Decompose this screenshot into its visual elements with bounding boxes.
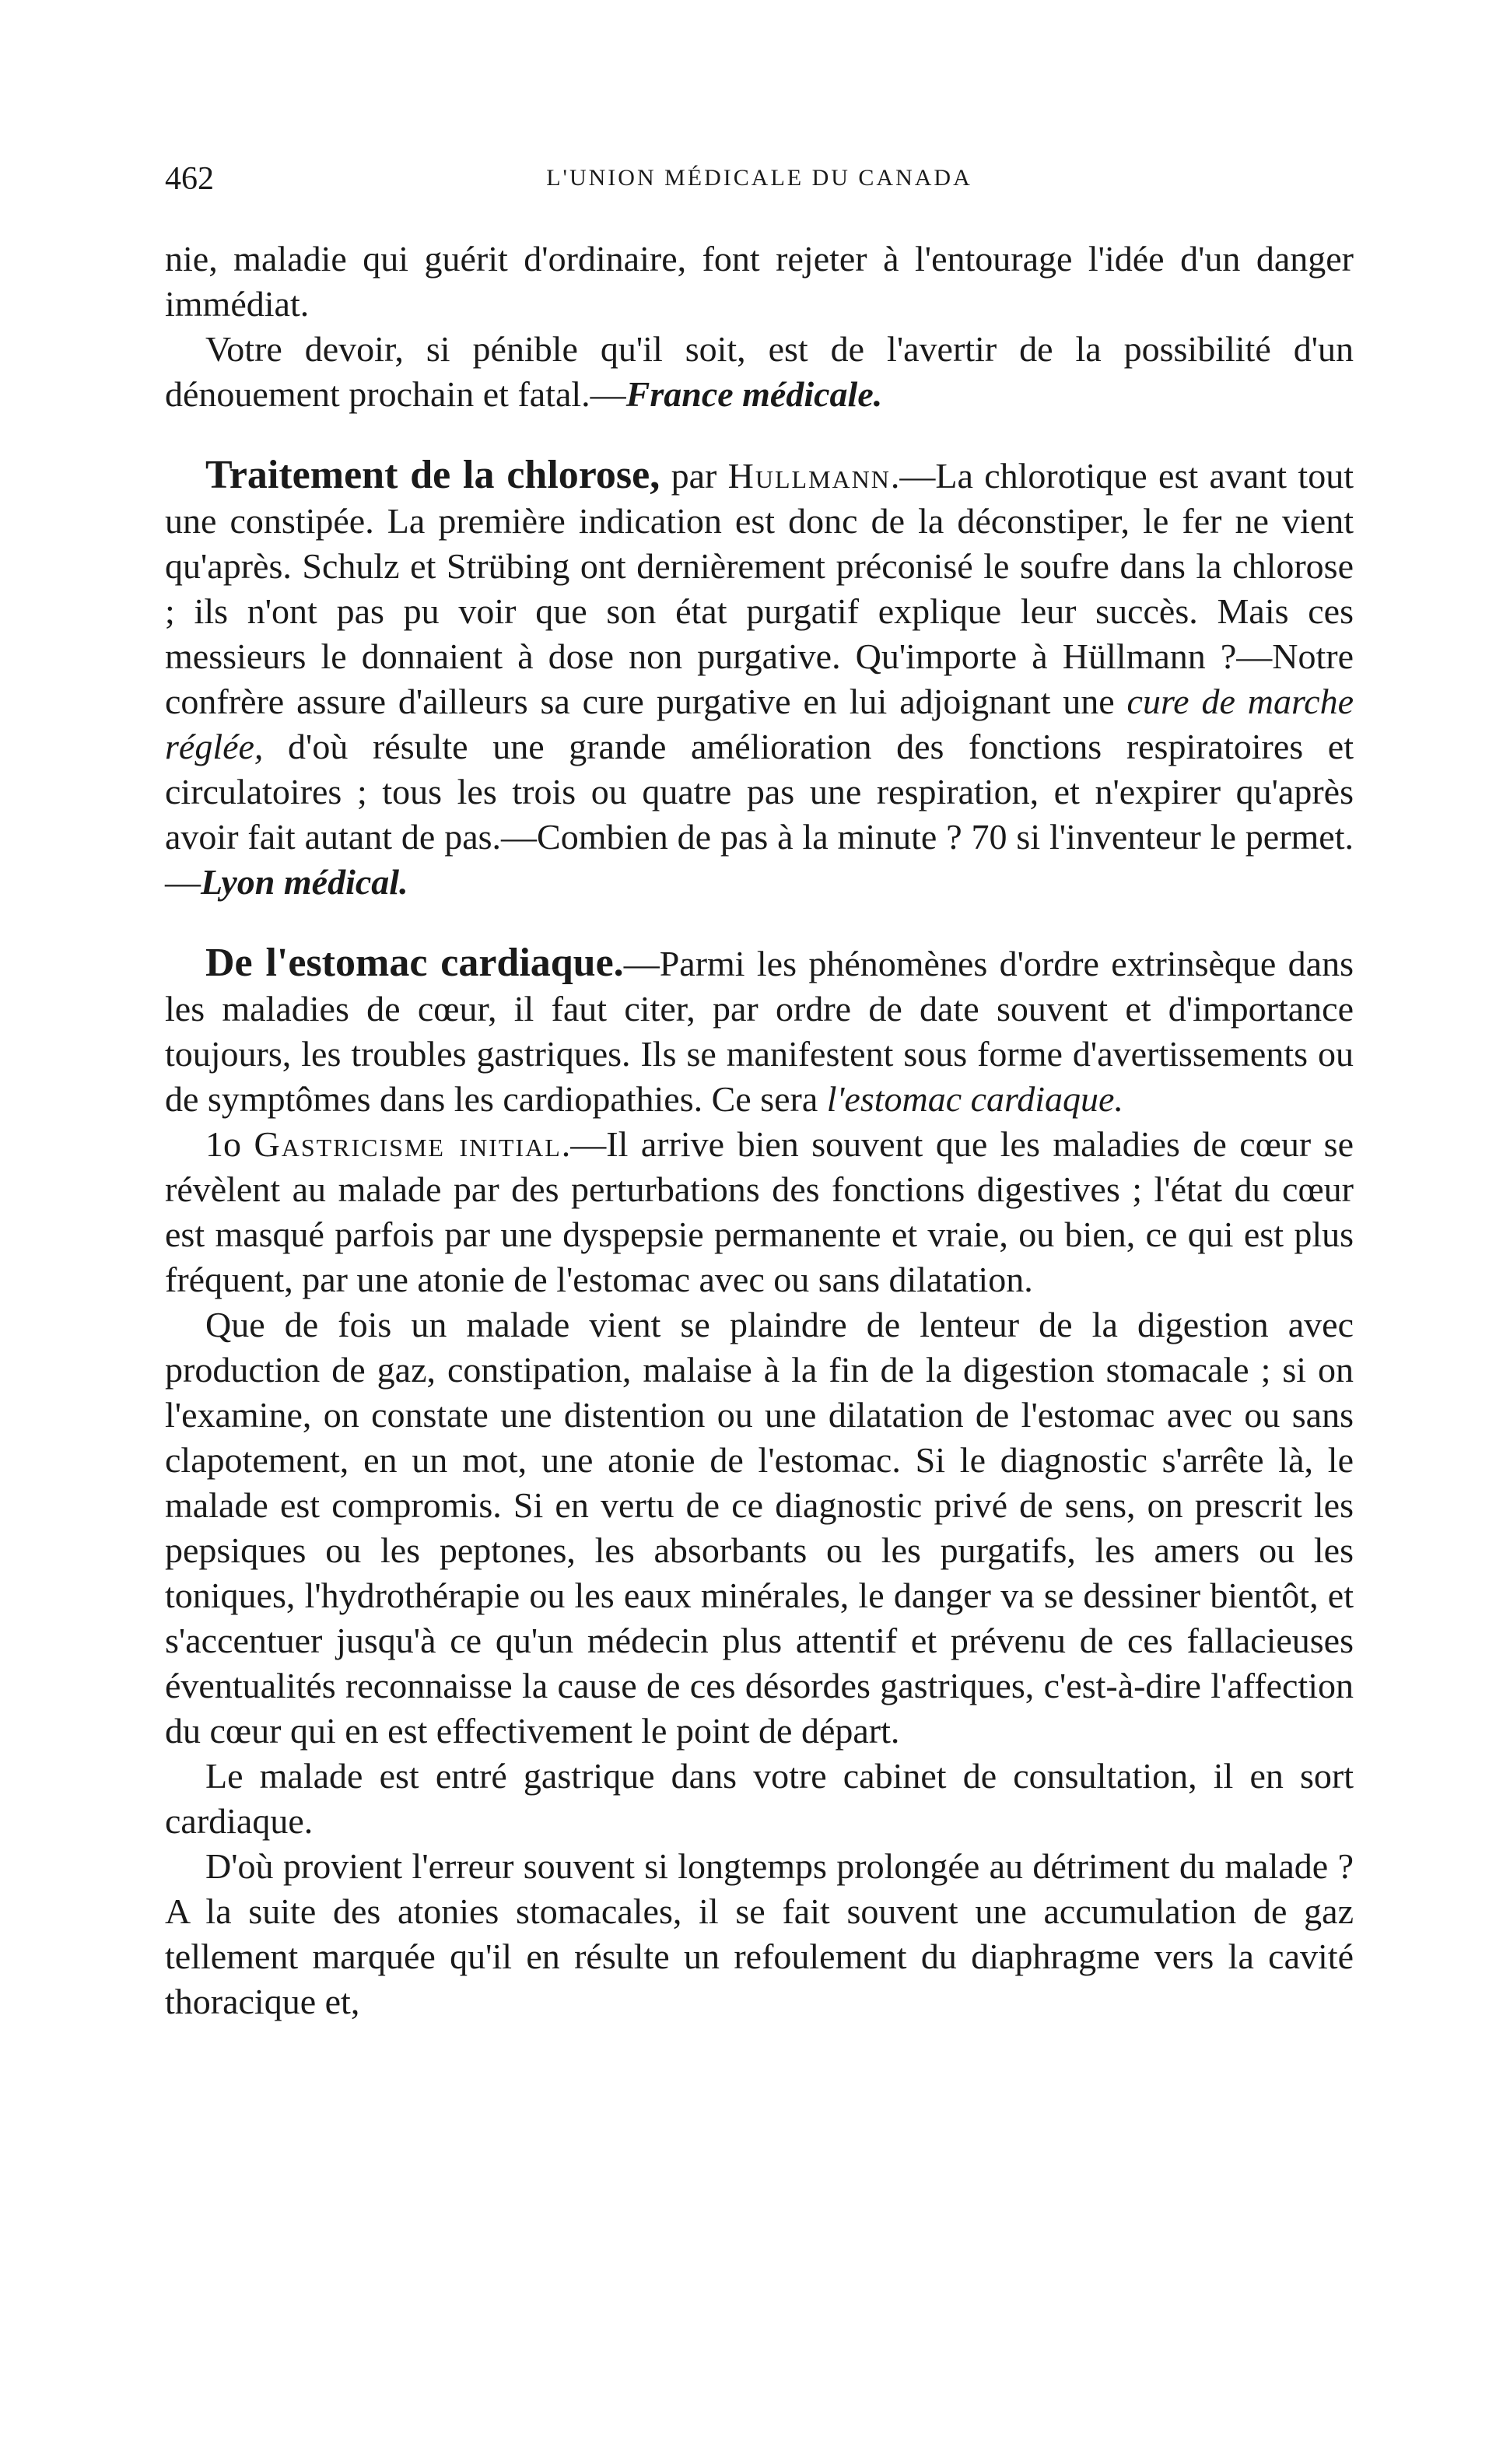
article-text: .—La chlorotique est avant tout une constipée. La première indication est donc de la déconstiper, le fer ne vient qu'après. Schulz et Strübing ont dernièrement préconisé le soufre dans la chlorose ; ils n'ont pas pu voir que son état purgatif explique leur succès. Mais ces messieurs le donnaient à dose non purgative. Qu'importe à Hüllmann ?—Notre confrère assure d'ailleurs sa cure purgative en lui adjoignant une	[165, 456, 1354, 721]
page	[165, 160, 1354, 2024]
running-head	[165, 160, 1354, 207]
source-citation: Lyon médical.	[201, 862, 408, 902]
author-name: Hullmann	[727, 456, 891, 496]
italic-phrase: l'estomac cardiaque.	[826, 1079, 1123, 1119]
page-number: 462	[165, 161, 214, 197]
journal-title: L'UNION MÉDICALE DU CANADA	[546, 165, 972, 191]
article-heading: De l'estomac cardiaque.	[205, 941, 624, 985]
article-intro-text: —Parmi les phénomènes d'ordre extrinsèque dans les maladies de cœur, il faut citer, par ordre de date souvent et d'importance toujours, les troubles gastriques. Ils se manifestent sous forme d'avertissements ou de symptômes dans les cardiopathies. Ce sera	[165, 944, 1354, 1119]
source-citation: France médicale.	[625, 374, 883, 414]
paragraph: Le malade est entré gastrique dans votre cabinet de consultation, il en sort cardiaque.	[165, 1756, 1354, 1841]
paragraph: Que de fois un malade vient se plaindre de lenteur de la digestion avec production de gaz, constipation, malaise à la fin de la digestion stomacale ; si on l'examine, on constate une distention ou une dilatation de l'estomac avec ou sans clapotement, en un mot, une atonie de l'estomac. Si le diagnostic s'arrête là, le malade est compromis. Si en vertu de ce diagnostic privé de sens, on prescrit les pepsiques ou les peptones, les absorbants ou les purgatifs, les amers ou les toniques, l'hydrothérapie ou les eaux minérales, le danger va se dessiner bientôt, et s'accentuer jusqu'à ce qu'un médecin plus attentif et prévenu de ces fallacieuses éventualités reconnaisse la cause de ces désordes gastriques, c'est-à-dire l'affection du cœur qui en est effectivement le point de départ.	[165, 1305, 1354, 1751]
article-paragraph	[165, 453, 1354, 905]
article-text-2: d'où résulte une grande amélioration des fonctions respiratoires et circulatoires ; tous les trois ou quatre pas une respiration, et n'expirer qu'après avoir fait autant de pas.—Combien de pas à la minute ? 70 si l'inventeur le permet.—	[165, 727, 1354, 902]
italic-phrase: cure de marche réglée,	[165, 682, 1354, 766]
subsection-heading: Gastricisme initial	[254, 1124, 562, 1164]
article-estomac	[165, 941, 1354, 2024]
subsection-text: .—Il arrive bien souvent que les maladies de cœur se révèlent au malade par des perturbations des fonctions digestives ; l'état du cœur est masqué parfois par une dyspepsie permanente et vraie, ou bien, ce qui est plus fréquent, par une atonie de l'estomac avec ou sans dilatation.	[165, 1124, 1354, 1299]
paragraph: D'où provient l'erreur souvent si longtemps prolongée au détriment du malade ? A la suite des atonies stomacales, il se fait souvent une accumulation de gaz tellement marquée qu'il en résulte un refoulement du diaphragme vers la cavité thoracique et,	[165, 1846, 1354, 2021]
subsection-number: 1o	[205, 1124, 254, 1164]
subsection-paragraph	[165, 1122, 1354, 1302]
article-intro-paragraph	[165, 941, 1354, 1122]
continuation-text: nie, maladie qui guérit d'ordinaire, font rejeter à l'entourage l'idée d'un danger immédiat.	[165, 239, 1354, 324]
article-heading: Traitement de la chlorose,	[205, 453, 660, 497]
continuation-paragraph	[165, 237, 1354, 327]
paragraph-text: Votre devoir, si pénible qu'il soit, est de l'avertir de la possibilité d'un dénouement prochain et fatal.—	[165, 329, 1354, 414]
continuation-paragraph-2	[165, 327, 1354, 417]
by-text: par	[660, 456, 728, 496]
body-text	[165, 237, 1354, 2024]
article-chlorose	[165, 453, 1354, 905]
